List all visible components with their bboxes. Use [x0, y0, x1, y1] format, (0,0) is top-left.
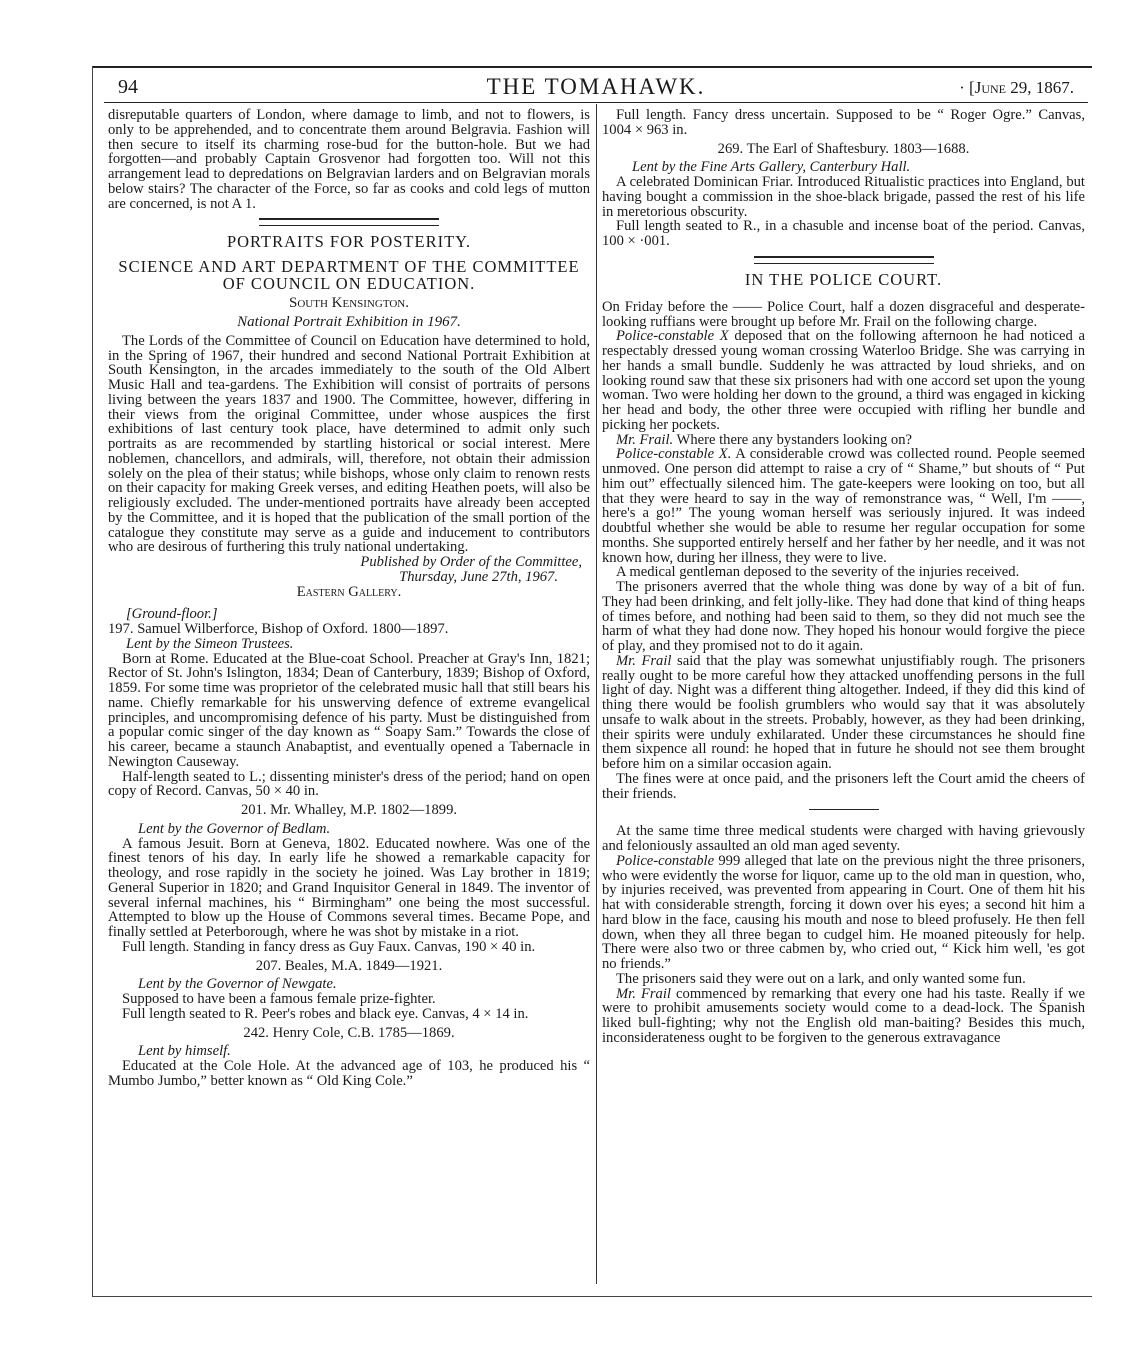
article-subheading: SCIENCE AND ART DEPARTMENT OF THE COMMITTEE OF COUNCIL ON EDUCATION. [118, 257, 580, 294]
column-divider [596, 104, 597, 1284]
speaker: Mr. Frail [616, 652, 672, 669]
court-paragraph [602, 433, 1085, 448]
court-paragraph: The prisoners averred that the whole thing was done by way of a bit of fun. They had been drinking, and felt jolly-like. They had done that kind of thing heaps of times before, and nothing had been said to them, so they did not much see the harm of what they had done now. They hoped his honour would forgive the piece of play, and they promised not to do it again. [602, 579, 1085, 654]
catalogue-entry-detail: Full length. Fancy dress uncertain. Supposed to be “ Roger Ogre.” Canvas, 1004 × 963 in. [602, 107, 1085, 138]
top-border [92, 66, 1092, 68]
court-paragraph: A medical gentleman deposed to the severity of the injuries received. [616, 564, 1020, 581]
intro-paragraph: disreputable quarters of London, where damage to limb, and not to flowers, is only to be apprehended, and to concentrate them around Belgravia. Fashion will then secure to itself its charming rose-bud for the button-hole. But we had forgotten—and probably Captain Grosvenor had forgotten too. Will not this arrangement lead to depredations on Belgravian larders and on Belgravian morals below stairs? The character of the Force, so far as cooks and cold legs of mutton are concerned, is not A 1. [108, 107, 590, 212]
speech: deposed that on the following afternoon he had noticed a respectably dressed young woman crossing Waterloo Bridge. She was carrying in her hands a small bundle. Suddenly he was attracted by loud shrieks, and on looking round saw that these six prisoners had with one accord set upon the young woman. Two were holding her down to the ground, a third was engaged in kicking her head and body, the other three were occupied with rifling her bundle and picking her pockets. [602, 328, 1085, 433]
court-paragraph: On Friday before the —— Police Court, half a dozen disgraceful and desperate-looking ruffians were brought up before Mr. Frail on the following charge. [602, 298, 1085, 330]
catalogue-entry-detail: Full length seated to R. Peer's robes and black eye. Canvas, 4 × 14 in. [122, 1005, 529, 1022]
issue-date: · [June 29, 1867. [959, 78, 1074, 97]
order-date: Thursday, June 27th, 1967. [399, 568, 558, 585]
right-column [602, 108, 1085, 1046]
catalogue-entry-lender: Lent by the Fine Arts Gallery, Canterbury Hall. [632, 159, 911, 176]
exhibition-line: National Portrait Exhibition in 1967. [237, 314, 461, 330]
catalogue-entry-title: 207. Beales, M.A. 1849—1921. [255, 957, 443, 974]
location-line: South Kensington. [289, 295, 409, 312]
catalogue-entry-text: Born at Rome. Educated at the Blue-coat School. Preacher at Gray's Inn, 1821; Rector of St. John's Islington, 1834; Dean of Canterbury, 1839; Bishop of Oxford, 1859. For some time was proprietor of the celebrated music hall that still bears his name. Chiefly remarkable for his unswerving defence of extreme evangelical principles, and uncompromising defence of his party. Must be distinguished from a popular comic singer of the day known as “ Soapy Sam.” Towards the close of his career, became a staunch Anabaptist, and eventually opened a Tabernacle in Newington Causeway. [108, 650, 590, 770]
speech: A considerable crowd was collected round. People seemed unmoved. One person did attempt to raise a cry of “ Shame,” but shouts of “ Put him out” effectually silenced him. The gate-keepers were looking on too, but all that they were heard to say in the way of remonstrance was, “ Well, I'm ——, here's a go!” The young woman herself was seriously injured. It was indeed doubtful whether she would be able to resume her regular occupation for some months. She supported entirely herself and her father by her needle, and it was not known how, during her illness, they were to live. [602, 446, 1085, 566]
speaker: Police-constable X. [616, 446, 732, 463]
catalogue-entry-detail: Full length. Standing in fancy dress as Guy Faux. Canvas, 190 × 40 in. [122, 938, 536, 955]
court-paragraph: The fines were at once paid, and the prisoners left the Court amid the cheers of their friends. [602, 770, 1085, 802]
section-rule [754, 256, 934, 264]
catalogue-entry-lender: Lent by the Simeon Trustees. [126, 635, 294, 652]
order-line: Published by Order of the Committee, [360, 554, 582, 570]
catalogue-entry-text: Supposed to have been a famous female prize-fighter. [122, 991, 436, 1007]
speech: 999 alleged that late on the previous night the three prisoners, who were evidently the worse for liquor, came up to the old man in question, who, by injuries received, was prevented from appearing in Court. One of them hit his hat with considerable strength, forcing it down over his eyes; a second hit him a hard blow in the face, causing his mouth and nose to bleed profusely. He then fell down, when they all three began to cudgel him. He moaned piteously for help. There were also two or three cabmen by, who cried out, “ Kick him well, 'es got no friends.” [602, 852, 1085, 972]
article-heading: PORTRAITS FOR POSTERITY. [226, 232, 472, 252]
catalogue-entry-text: A famous Jesuit. Born at Geneva, 1802. Educated nowhere. Was one of the finest tenors of his day. In early life he showed a remarkable capacity for theology, and rose rapidly in the society he joined. Was Lay brother in 1819; General Superior in 1820; and Grand Inquisitor General in 1849. The inventor of several infernal machines, his “ Birmingham” one being the most successful. Attempted to blow up the House of Commons several times. Became Pope, and finally settled at Peterborough, where he was shot by mistake in a riot. [108, 835, 590, 940]
header-rule [104, 102, 1088, 103]
catalogue-entry-title: 242. Henry Cole, C.B. 1785—1869. [243, 1024, 455, 1041]
speech: Where there any bystanders looking on? [673, 431, 913, 448]
article-body: The Lords of the Committee of Council on Education have determined to hold, in the Spring of 1967, their hundred and second National Portrait Exhibition at South Kensington, in the arcades immediately to the south of the Old Albert Music Hall and tea-gardens. The Exhibition will consist of portraits of persons living between the years 1837 and 1900. The Committee, however, differing in their views from the original Committee, under whose auspices the first exhibitions of last century took place, have determined to admit only such portraits as are recommended by startling historical or social interest. Mere noblemen, chancellors, and admirals, will, therefore, not obtain their admission solely on the plea of their status; while bishops, whose only claim to renown rests on their capacity for making Greek verses, and editing Heathen poets, will also be religiously excluded. The under-mentioned portraits have already been accepted by the Committee, and it is hoped that the publication of the small portion of the catalogue they constitute may serve as a guide and inducement to contributors who are desirous of furthering this truly national undertaking. [108, 332, 590, 556]
speaker: Mr. Frail. [616, 431, 674, 448]
bottom-border [92, 1296, 1092, 1297]
catalogue-entry-lender: Lent by the Governor of Newgate. [138, 976, 337, 993]
publication-title: THE TOMAHAWK. [486, 74, 706, 99]
catalogue-entry-title: 201. Mr. Whalley, M.P. 1802—1899. [240, 802, 458, 818]
speech: said that the play was somewhat unjustifiably rough. The prisoners really ought to be more careful how they attacked unoffending persons in the full light of day. Night was a different thing altogether. Indeed, if they did this kind of thing there would be foolish grumblers who would say that it was absolutely unsafe to walk about in the streets. Probably, however, as they had been drinking, their spirits were unduly exhilarated. Under these circumstances he should fine them sixpence all round: he hoped that in future he should not see them brought before him on a similar occasion again. [602, 652, 1085, 772]
court-paragraph [602, 854, 1085, 972]
catalogue-entry-lender: Lent by himself. [138, 1043, 231, 1060]
page-number: 94 [118, 76, 138, 98]
gallery-heading: Eastern Gallery. [296, 583, 402, 600]
catalogue-entry-text: Educated at the Cole Hole. At the advanced age of 103, he produced his “ Mumbo Jumbo,” better known as “ Old King Cole.” [108, 1058, 590, 1089]
page-header [104, 74, 1088, 100]
article-heading: IN THE POLICE COURT. [744, 269, 943, 289]
floor-label: [Ground-floor.] [126, 606, 218, 623]
section-rule [259, 218, 439, 226]
catalogue-entry-detail: Full length seated to R., in a chasuble and incense boat of the period. Canvas, 100 × ·001. [602, 218, 1085, 249]
speaker: Police-constable X [616, 328, 729, 345]
speaker: Police-constable [616, 852, 715, 869]
catalogue-entry-detail: Half-length seated to L.; dissenting minister's dress of the period; hand on open copy of Record. Canvas, 50 × 40 in. [108, 768, 590, 800]
catalogue-entry-title: 197. Samuel Wilberforce, Bishop of Oxford. 1800—1897. [108, 621, 449, 637]
court-paragraph [602, 447, 1085, 565]
court-paragraph: At the same time three medical students were charged with having grievously and feloniously assaulted an old man aged seventy. [602, 823, 1085, 854]
catalogue-entry-lender: Lent by the Governor of Bedlam. [138, 820, 331, 837]
catalogue-entry-text: A celebrated Dominican Friar. Introduced Ritualistic practices into England, but having bought a commission in the shoe-black brigade, passed the rest of his life in meretorious obscurity. [602, 174, 1085, 220]
left-column [108, 108, 590, 1089]
section-rule [809, 809, 879, 810]
court-paragraph [602, 987, 1085, 1046]
speech: commenced by remarking that every one had his taste. Really if we were to prohibit amusements society would come to a dead-lock. The Spanish liked bull-fighting; why not the English old man-baiting? Besides this much, inconsiderateness ought to be forgiven to the generous extravagance [602, 985, 1086, 1046]
speaker: Mr. Frail [616, 985, 671, 1002]
court-paragraph [602, 654, 1085, 772]
court-paragraph [602, 329, 1085, 432]
court-paragraph: The prisoners said they were out on a lark, and only wanted some fun. [616, 970, 1026, 987]
catalogue-entry-title: 269. The Earl of Shaftesbury. 1803—1688. [717, 140, 970, 157]
left-border [92, 66, 93, 1296]
